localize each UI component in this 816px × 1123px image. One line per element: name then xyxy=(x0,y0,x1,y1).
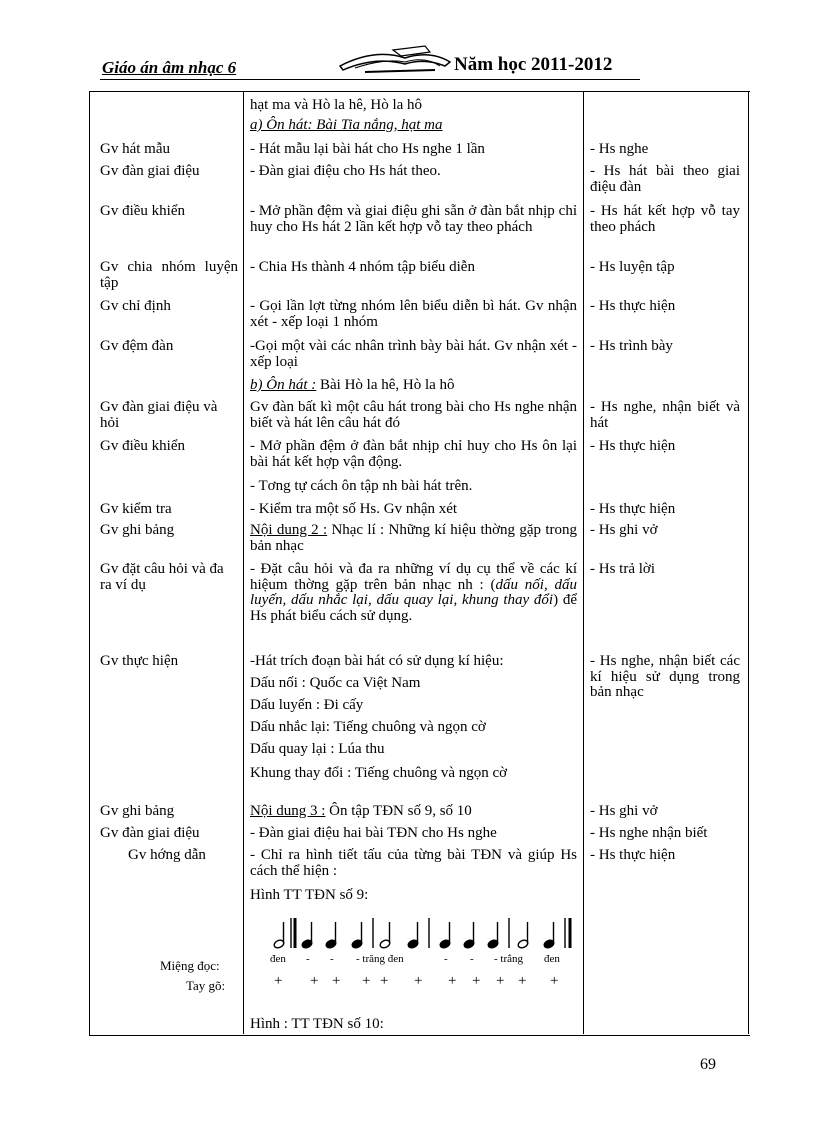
book-logo-icon xyxy=(335,44,455,78)
page-number: 69 xyxy=(700,1056,716,1073)
syllable: - xyxy=(444,953,448,965)
syllable: - xyxy=(306,953,310,965)
rhythm-notation xyxy=(265,912,585,954)
label-tap: Tay gõ: xyxy=(186,978,226,993)
header-left: Giáo án âm nhạc 6 xyxy=(102,58,237,77)
tap-mark: + xyxy=(518,973,527,989)
tap-mark: + xyxy=(448,973,457,989)
syllable: đen xyxy=(544,953,560,965)
syllable: - trăng đen xyxy=(356,953,404,965)
header-right: Năm học 2011-2012 xyxy=(454,54,613,75)
col-divider-1 xyxy=(243,91,244,1034)
tap-mark: + xyxy=(274,973,283,989)
tap-mark: + xyxy=(380,973,389,989)
tap-mark: + xyxy=(310,973,319,989)
syllable: - xyxy=(330,953,334,965)
tap-mark: + xyxy=(332,973,341,989)
label-read: Miệng đọc: xyxy=(160,958,220,973)
tap-mark: + xyxy=(472,973,481,989)
header-rule xyxy=(100,79,640,80)
tap-mark: + xyxy=(550,973,559,989)
right-border xyxy=(748,91,749,1034)
tap-mark: + xyxy=(362,973,371,989)
syllable: đen xyxy=(270,953,286,965)
col-divider-2 xyxy=(583,91,584,1034)
syllable: - xyxy=(470,953,474,965)
syllable: - trắng xyxy=(494,953,524,965)
tap-mark: + xyxy=(496,973,505,989)
tap-mark: + xyxy=(414,973,423,989)
